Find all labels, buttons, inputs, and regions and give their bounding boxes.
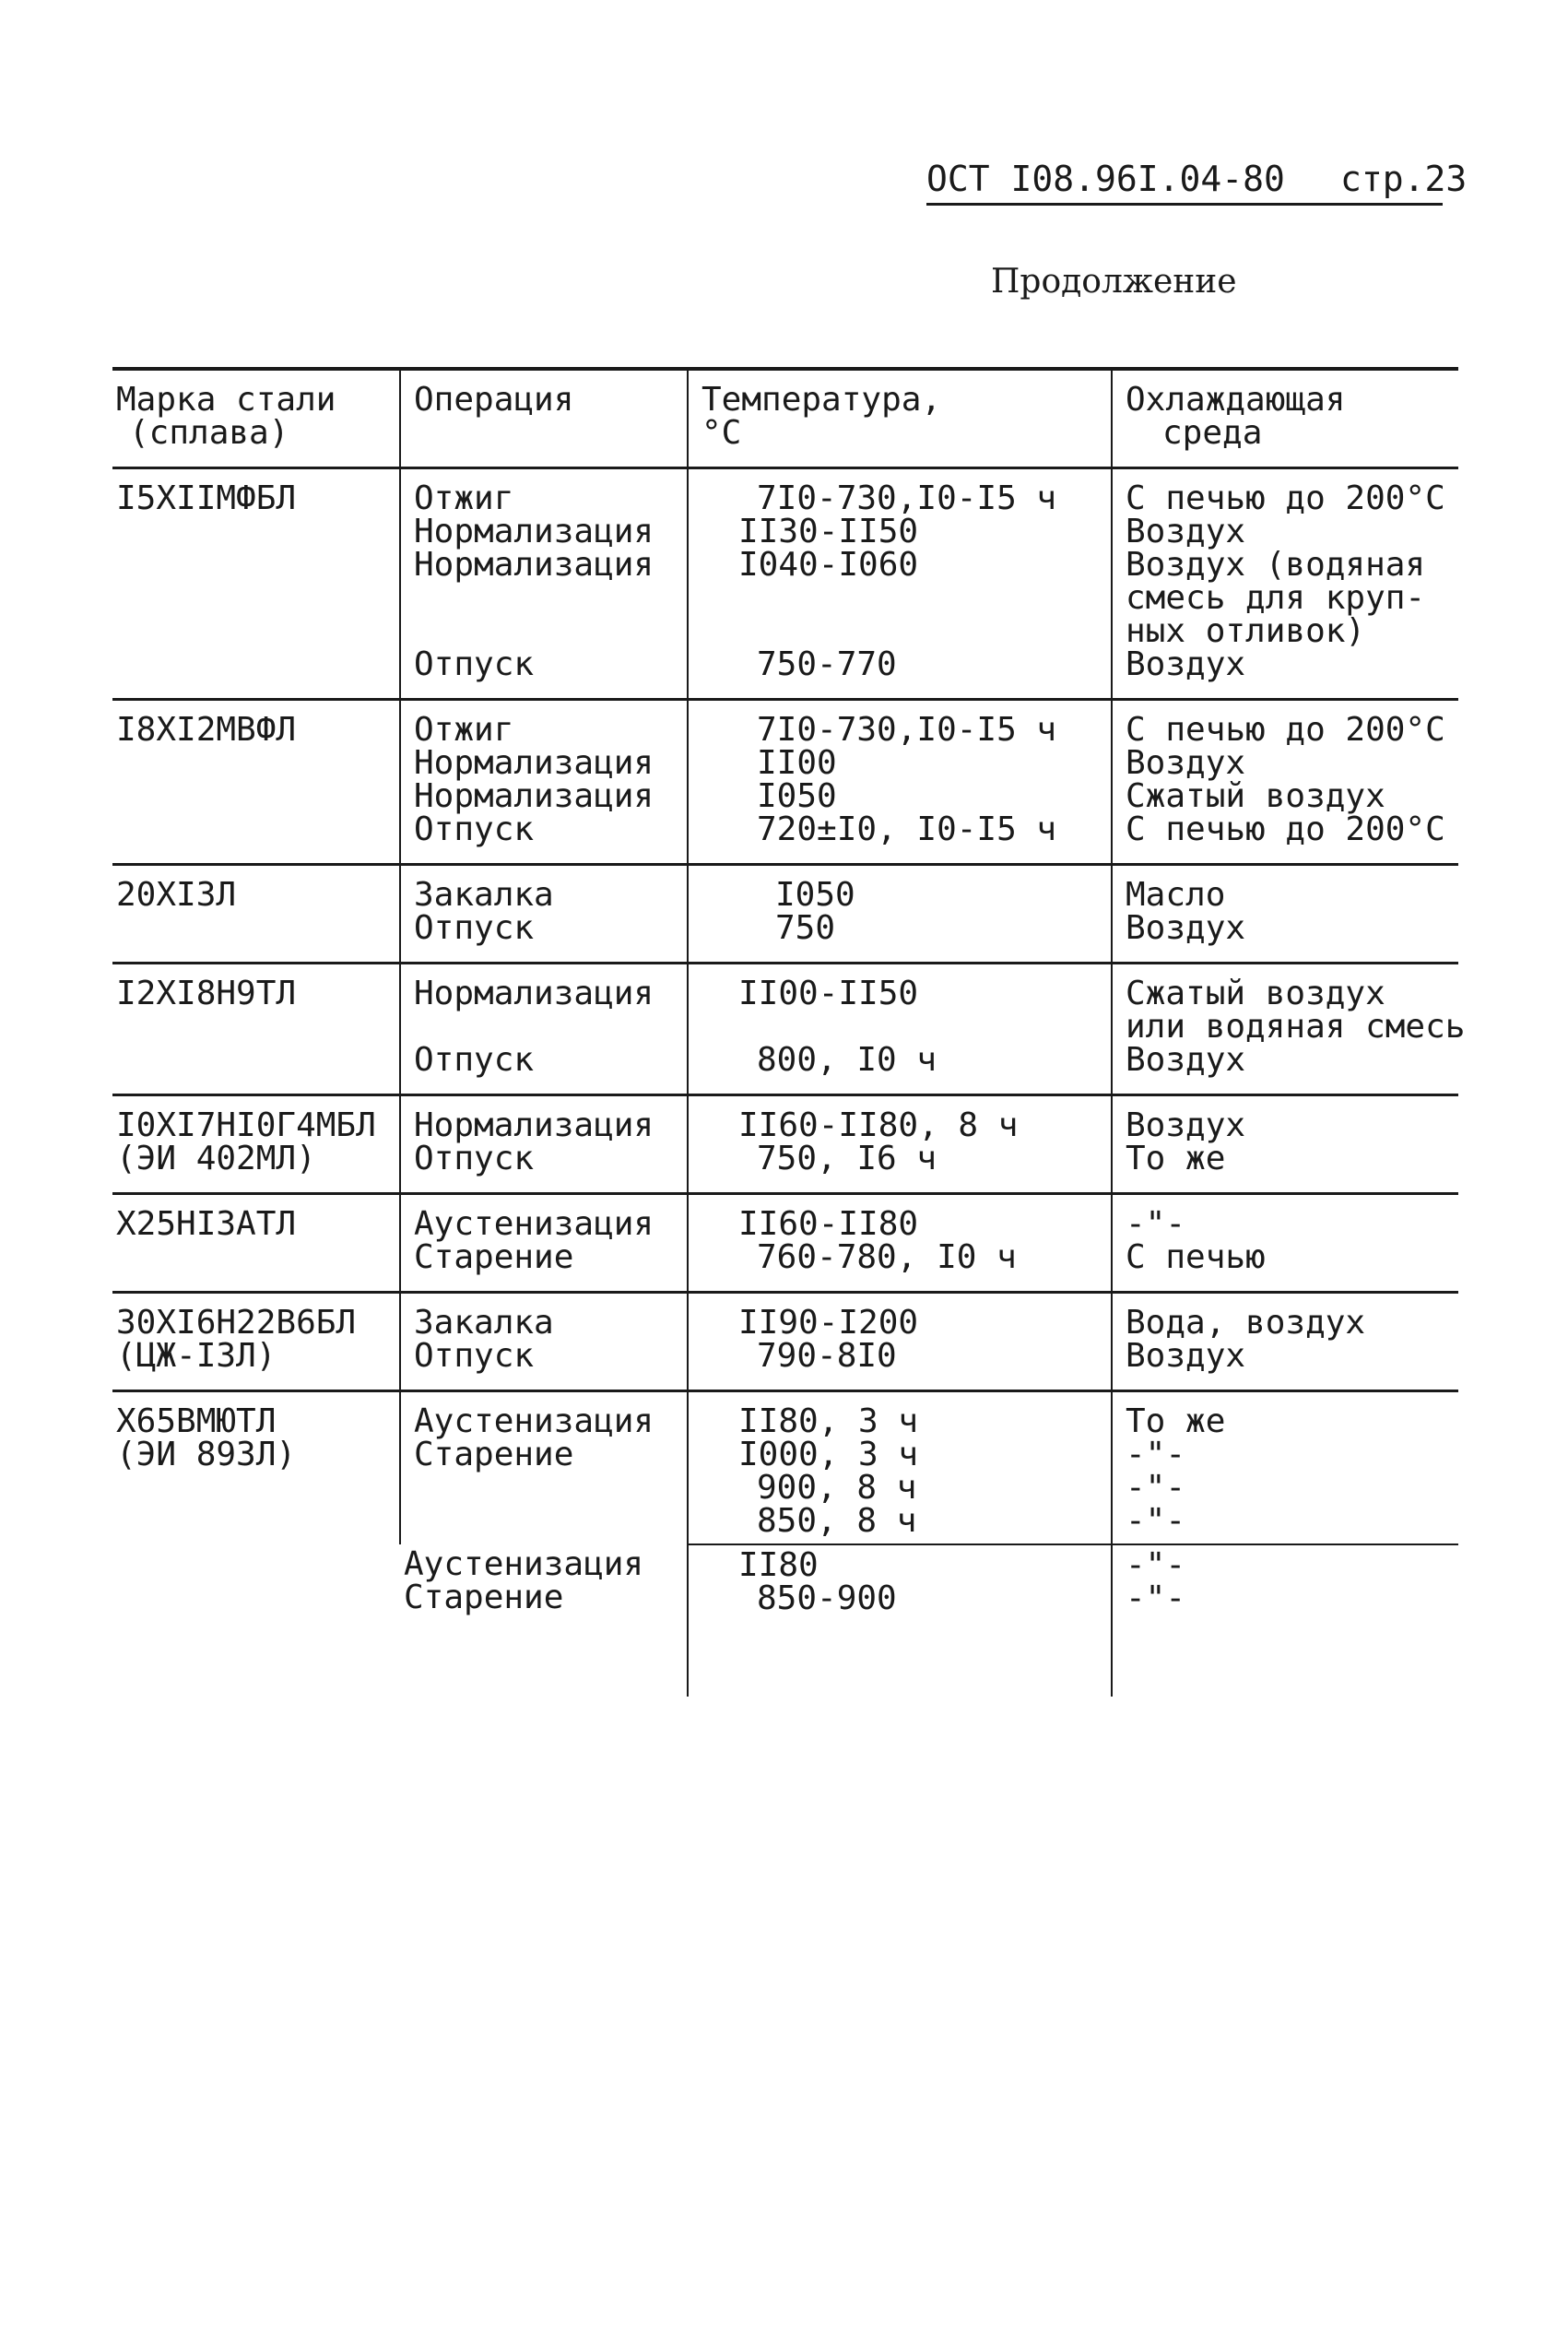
table-row [112, 1095, 1458, 1194]
cell-temperature: II80, 3 ч I000, 3 ч 900, 8 ч 850, 8 ч [688, 1391, 1112, 1545]
cell-cooling: Воздух То же [1112, 1095, 1458, 1194]
cell-temperature: II80 850-900 [688, 1544, 1112, 1632]
table-row [112, 1194, 1458, 1293]
cell-grade: I8XI2МВФЛ [112, 700, 400, 865]
cell-cooling: То же -"- -"- -"- [1112, 1391, 1458, 1545]
cell-temperature: I050 750 [688, 865, 1112, 964]
cell-operation: Нормализация Отпуск [400, 1095, 688, 1194]
cell-grade: X25НI3АТЛ [112, 1194, 400, 1293]
table-header-row [112, 369, 1458, 468]
cell-cooling: Сжатый воздух или водяная смесь Воздух [1112, 964, 1458, 1095]
cell-cooling: С печью до 200°C Воздух Сжатый воздух С печью до 200°C [1112, 700, 1458, 865]
header-temperature: Температура, °C [688, 369, 1112, 468]
continuation-label: Продолжение [991, 263, 1237, 301]
cell-grade: X65ВМЮТЛ (ЭИ 893Л) [116, 1402, 297, 1473]
cell-operation: Закалка Отпуск [400, 865, 688, 964]
cell-temperature: II90-I200 790-8I0 [688, 1293, 1112, 1391]
cell-grade: I2XI8Н9ТЛ [112, 964, 400, 1095]
cell-operation: Аустенизация Старение [400, 1194, 688, 1293]
table-row [112, 468, 1458, 700]
cell-grade: 30XI6Н22В6БЛ (ЦЖ-I3Л) [112, 1293, 400, 1391]
cell-operation: Аустенизация Старение [404, 1545, 644, 1616]
heat-treatment-table [112, 367, 1466, 1697]
cell-operation: Нормализация Отпуск [400, 964, 688, 1095]
cell-operation: Отжиг Нормализация Нормализация Отпуск [400, 700, 688, 865]
cell-operation: Отжиг Нормализация Нормализация Отпуск [400, 468, 688, 700]
cell-operation: Закалка Отпуск [400, 1293, 688, 1391]
cell-temperature: II60-II80 760-780, I0 ч [688, 1194, 1112, 1293]
cell-temperature: II60-II80, 8 ч 750, I6 ч [688, 1095, 1112, 1194]
header-grade: Марка стали (сплава) [112, 369, 400, 468]
header-cooling: Охлаждающая среда [1112, 369, 1458, 468]
page-number: стр.23 [1339, 159, 1468, 199]
table-row [112, 1391, 1458, 1545]
cell-temperature: 7I0-730,I0-I5 ч II00 I050 720±I0, I0-I5 ч [688, 700, 1112, 865]
cell-grade: I5XIIМФБЛ [112, 468, 400, 700]
cell-cooling: -"- -"- [1112, 1544, 1458, 1632]
cell-operation: Аустенизация Старение [400, 1391, 688, 1545]
cell-cooling: С печью до 200°C Воздух Воздух (водяная смесь для круп- ных отливок) Воздух [1112, 468, 1458, 700]
document-header [926, 159, 1468, 206]
table-row [112, 964, 1458, 1095]
cell-grade: 20XI3Л [112, 865, 400, 964]
cell-grade: I0XI7НI0Г4МБЛ (ЭИ 402МЛ) [112, 1095, 400, 1194]
table-row [112, 865, 1458, 964]
cell-cooling: -"- С печью [1112, 1194, 1458, 1293]
table-row [112, 700, 1458, 865]
cell-temperature: II00-II50 800, I0 ч [688, 964, 1112, 1095]
table-row [112, 1293, 1458, 1391]
document-number: ОСТ I08.96I.04-80 [926, 159, 1285, 199]
cell-cooling: Масло Воздух [1112, 865, 1458, 964]
header-operation: Операция [400, 369, 688, 468]
cell-temperature: 7I0-730,I0-I5 ч II30-II50 I040-I060 750-770 [688, 468, 1112, 700]
cell-cooling: Вода, воздух Воздух [1112, 1293, 1458, 1391]
